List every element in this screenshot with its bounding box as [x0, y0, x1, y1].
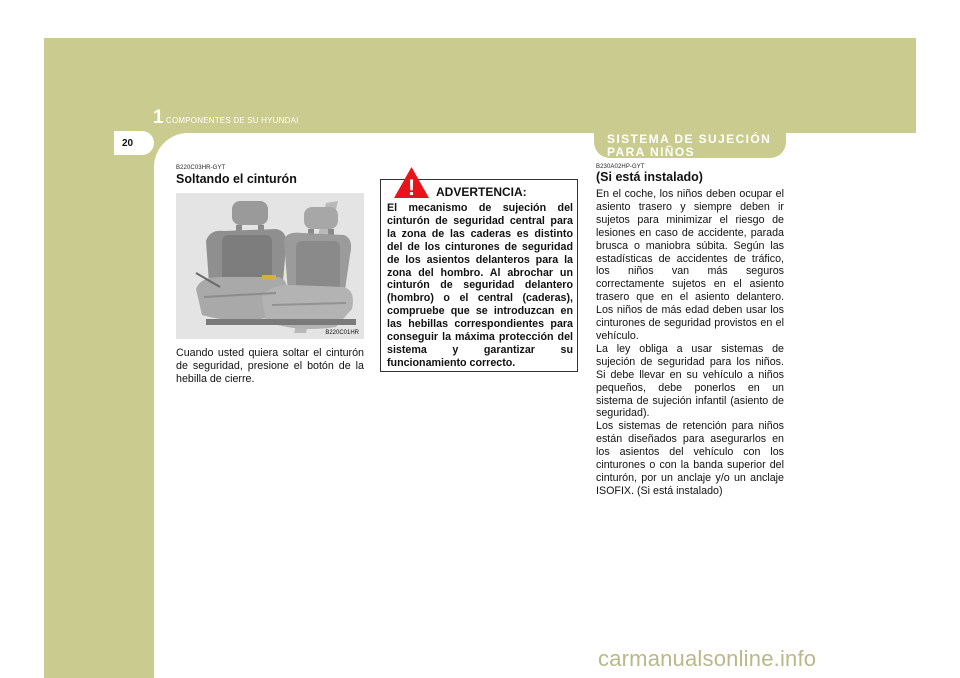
page-number-tab	[114, 131, 154, 155]
section-number: 1	[153, 107, 164, 128]
right-heading: (Si está instalado)	[596, 170, 703, 184]
warning-text: El mecanismo de sujeción del cinturón de seguridad central para la zona de las caderas es distinto del de los cinturones de seguridad de los asientos delanteros para la zona del hombro. Al abrochar un cinturón de seguridad delantero (hombro) o el central (caderas), compruebe que se introduzcan en las hebillas correspondientes para conseguir la máxima protección del sistema y garantizar su funcionamiento correcto.	[387, 202, 573, 369]
warning-icon-glyph: !	[407, 175, 416, 199]
seat-belt-photo	[176, 193, 364, 339]
section-title: COMPONENTES DE SU HYUNDAI	[166, 116, 299, 125]
image-caption: B220C01HR	[325, 330, 359, 336]
right-body-text: En el coche, los niños deben ocupar el asiento trasero y siempre deben ir sujetos para minimizar el riesgo de lesiones en caso de accidente, parada brusca o maniobra súbita. Según las estadísticas de accidentes de tráfico, los niños van más seguros correctamente sujetos en el asiento trasero que en el asiento delantero. Los niños de más edad deben usar los cinturones de seguridad provistos en el vehículo. La ley obliga a usar sistemas de sujeción de seguridad para los niños. Si debe llevar en su vehículo a niños pequeños, debe ponerlos en un sistema de sujeción infantil (asiento de seguridad). Los sistemas de retención para niños están diseñados para asegurarlos en los asientos del vehículo con los cinturones o con la banda superior del cinturón, por un anclaje y/o un anclaje ISOFIX. (Si está instalado)	[596, 188, 784, 497]
right-section-code: B230A02HP-GYT	[596, 164, 645, 170]
warning-icon	[393, 166, 430, 199]
section-tab-title: SISTEMA DE SUJECIÓN PARA NIÑOS	[607, 132, 772, 159]
warning-title: ADVERTENCIA:	[436, 185, 527, 199]
right-column	[596, 164, 784, 498]
left-section-code: B220C03HR-GYT	[176, 165, 226, 171]
page-number: 20	[122, 138, 134, 149]
left-column	[176, 165, 364, 386]
left-heading: Soltando el cinturón	[176, 172, 297, 186]
seat-illustration	[176, 193, 364, 339]
watermark: carmanualsonline.info	[598, 646, 817, 671]
left-body-text: Cuando usted quiera soltar el cinturón de seguridad, presione el botón de la hebilla de cierre.	[176, 347, 364, 385]
